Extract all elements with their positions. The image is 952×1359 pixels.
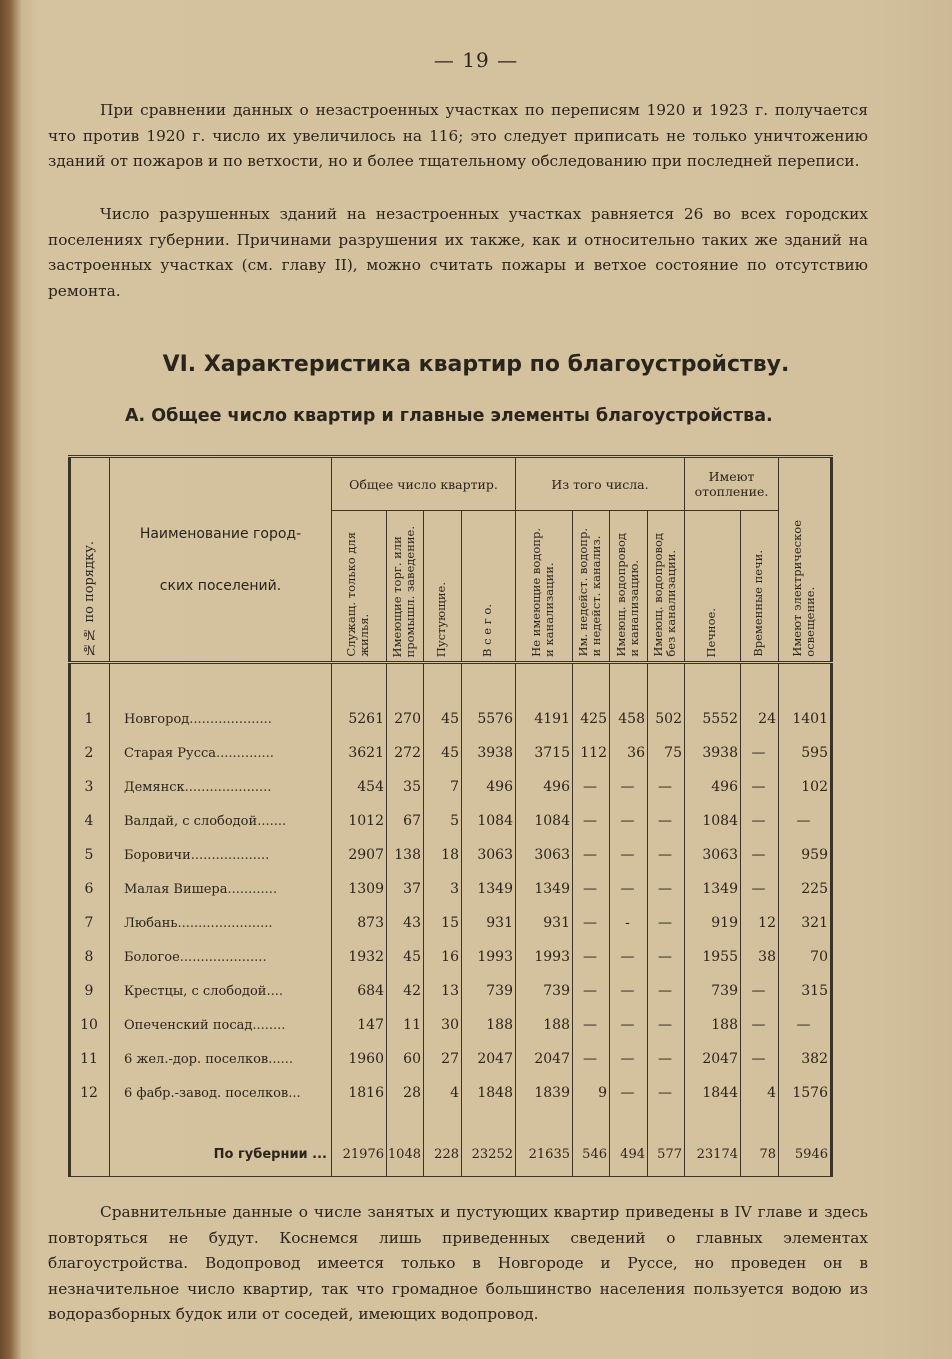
row-cell: — [648, 838, 685, 872]
row-cell: 18 [424, 838, 462, 872]
row-cell: — [648, 770, 685, 804]
row-cell: 3063 [462, 838, 516, 872]
row-cell: 684 [332, 974, 387, 1008]
row-cell: 1349 [516, 872, 573, 906]
row-cell: 496 [685, 770, 741, 804]
header-water-sewer-text: Имеющ. водопровод и канализацию. [613, 533, 641, 657]
row-cell: 321 [779, 906, 832, 940]
total-cell: 78 [741, 1132, 779, 1177]
row-cell: 425 [573, 702, 610, 736]
intro-paragraph-1-text: При сравнении данных о незастроенных участках по переписям 1920 и 1923 г. получается что против 1920 г. число их увеличилось на 116; это следует приписать не только уничтожению зданий от пожаров и по ветхости, но и более тщательному обследованию при последней переписи. [48, 101, 868, 170]
row-cell: 9 [573, 1076, 610, 1110]
row-name-text: Старая Русса [124, 745, 217, 761]
row-name-leader: ...... [268, 1051, 294, 1067]
table-row [70, 906, 832, 940]
row-cell: 1839 [516, 1076, 573, 1110]
row-cell: — [573, 1008, 610, 1042]
row-cell: — [573, 974, 610, 1008]
row-name [110, 906, 332, 940]
row-name-text: Опеченский посад [124, 1017, 253, 1033]
row-name [110, 702, 332, 736]
row-cell: 30 [424, 1008, 462, 1042]
row-cell: 45 [387, 940, 424, 974]
row-cell: 27 [424, 1042, 462, 1076]
row-cell: 15 [424, 906, 462, 940]
header-group-of-which: Из того числа. [516, 457, 685, 511]
row-index: 9 [70, 974, 110, 1008]
header-stove-text: Печное. [704, 607, 718, 657]
row-cell: 147 [332, 1008, 387, 1042]
total-label: По губернии ... [110, 1132, 332, 1177]
section-title: VI. Характеристика квартир по благоустройству. [162, 352, 790, 377]
header-electric-text: Имеют электрическое освещение. [789, 520, 817, 657]
row-index: 4 [70, 804, 110, 838]
row-cell: 1816 [332, 1076, 387, 1110]
row-cell: 1844 [685, 1076, 741, 1110]
header-temp-stove [741, 511, 779, 663]
total-index [70, 1132, 110, 1177]
table-row [70, 1076, 832, 1110]
row-cell: 1932 [332, 940, 387, 974]
row-cell: — [648, 940, 685, 974]
row-cell: 2047 [462, 1042, 516, 1076]
row-cell: 931 [462, 906, 516, 940]
header-total-text: В с е г о. [480, 604, 494, 657]
row-cell: 13 [424, 974, 462, 1008]
row-name-leader: .... [266, 983, 283, 999]
row-index: 7 [70, 906, 110, 940]
page-number: — 19 — [433, 48, 519, 72]
header-no-water [516, 511, 573, 663]
table-row [70, 770, 832, 804]
apartments-table [68, 455, 833, 1177]
row-name-text: 6 фабр.-завод. поселков [124, 1085, 289, 1101]
table-row [70, 872, 832, 906]
row-cell: 37 [387, 872, 424, 906]
row-cell: — [610, 804, 648, 838]
row-cell: — [779, 804, 832, 838]
row-cell: 67 [387, 804, 424, 838]
row-index: 1 [70, 702, 110, 736]
row-cell: - [610, 906, 648, 940]
subsection-title: А. Общее число квартир и главные элементы благоустройства. [125, 406, 773, 426]
row-cell: 496 [462, 770, 516, 804]
row-cell: 3938 [685, 736, 741, 770]
header-index-text: №№ по порядку. [81, 541, 97, 657]
row-index: 11 [70, 1042, 110, 1076]
row-cell: 35 [387, 770, 424, 804]
row-cell: 5261 [332, 702, 387, 736]
header-residential [332, 511, 387, 663]
row-cell: — [610, 872, 648, 906]
total-cell: 21635 [516, 1132, 573, 1177]
row-cell: — [741, 838, 779, 872]
row-cell: — [610, 1076, 648, 1110]
row-cell: 382 [779, 1042, 832, 1076]
row-cell: 1084 [462, 804, 516, 838]
row-name-leader: ....................... [177, 915, 273, 931]
row-name-text: Боровичи [124, 847, 191, 863]
row-cell: 1349 [462, 872, 516, 906]
row-cell: — [610, 974, 648, 1008]
row-cell: — [573, 804, 610, 838]
row-cell: 4191 [516, 702, 573, 736]
row-cell: 45 [424, 736, 462, 770]
header-water-sewer [610, 511, 648, 663]
row-name-leader: ........ [252, 1017, 286, 1033]
row-cell: 42 [387, 974, 424, 1008]
row-cell: — [648, 1076, 685, 1110]
row-cell: — [648, 872, 685, 906]
row-cell: — [610, 1008, 648, 1042]
row-cell: 2047 [685, 1042, 741, 1076]
header-residential-text: Служащ. только для жилья. [344, 532, 371, 657]
row-name-leader: .................... [189, 711, 272, 727]
header-name-line2: ских поселений. [159, 577, 282, 594]
row-cell: 12 [741, 906, 779, 940]
header-inactive [573, 511, 610, 663]
row-cell: 3 [424, 872, 462, 906]
row-cell: 272 [387, 736, 424, 770]
row-cell: 1955 [685, 940, 741, 974]
row-cell: 1084 [685, 804, 741, 838]
intro-paragraph-2 [48, 202, 868, 304]
total-cell: 494 [610, 1132, 648, 1177]
row-index: 5 [70, 838, 110, 872]
row-name-leader: ....... [257, 813, 287, 829]
row-cell: 7 [424, 770, 462, 804]
row-cell: 919 [685, 906, 741, 940]
row-cell: — [648, 906, 685, 940]
row-cell: 4 [741, 1076, 779, 1110]
total-cell: 23252 [462, 1132, 516, 1177]
row-cell: 112 [573, 736, 610, 770]
row-name [110, 1042, 332, 1076]
row-cell: — [741, 770, 779, 804]
row-name-leader: ............ [227, 881, 278, 897]
row-cell: 138 [387, 838, 424, 872]
row-cell: — [648, 974, 685, 1008]
row-cell: 3063 [685, 838, 741, 872]
row-cell: 11 [387, 1008, 424, 1042]
row-cell: 739 [685, 974, 741, 1008]
row-cell: — [648, 804, 685, 838]
table-spacer [70, 663, 832, 703]
row-cell: — [648, 1008, 685, 1042]
row-cell: 188 [516, 1008, 573, 1042]
row-name [110, 838, 332, 872]
table-row [70, 838, 832, 872]
table-total-row [70, 1132, 832, 1177]
row-name-text: Крестцы, с слободой [124, 983, 267, 999]
row-cell: 1576 [779, 1076, 832, 1110]
header-total [462, 511, 516, 663]
row-cell: 4 [424, 1076, 462, 1110]
row-cell: 188 [685, 1008, 741, 1042]
row-cell: 739 [516, 974, 573, 1008]
row-cell: — [741, 974, 779, 1008]
row-cell: 3715 [516, 736, 573, 770]
total-cell: 546 [573, 1132, 610, 1177]
row-cell: — [573, 770, 610, 804]
row-cell: — [741, 804, 779, 838]
row-cell: 315 [779, 974, 832, 1008]
row-cell: — [741, 736, 779, 770]
closing-paragraph-text: Сравнительные данные о числе занятых и пустующих квартир приведены в IV главе и здесь повторяться не будут. Коснемся лишь приведенных сведений о главных элементах благоустройства. Водопровод имеется только в Новгороде и Руссе, но проведен он в незначительное число квартир, так что громадное большинство населения пользуется водою из водоразборных будок или от соседей, имеющих водопровод. [48, 1203, 868, 1323]
header-water-no-sewer-text: Имеющ. водопровод без канализации. [651, 533, 678, 657]
row-cell: 502 [648, 702, 685, 736]
row-name-text: Валдай, с слободой [124, 813, 258, 829]
total-cell: 5946 [779, 1132, 832, 1177]
row-index: 10 [70, 1008, 110, 1042]
row-cell: 2907 [332, 838, 387, 872]
table-spacer-bottom [70, 1110, 832, 1132]
row-cell: 496 [516, 770, 573, 804]
row-cell: 1848 [462, 1076, 516, 1110]
row-cell: 5552 [685, 702, 741, 736]
table-row [70, 702, 832, 736]
row-cell: 1084 [516, 804, 573, 838]
row-index: 12 [70, 1076, 110, 1110]
row-cell: — [648, 1042, 685, 1076]
row-name [110, 974, 332, 1008]
row-cell: — [573, 906, 610, 940]
table-row [70, 1042, 832, 1076]
row-cell: 188 [462, 1008, 516, 1042]
row-cell: 873 [332, 906, 387, 940]
row-name [110, 1008, 332, 1042]
row-cell: — [779, 1008, 832, 1042]
row-cell: — [573, 940, 610, 974]
header-electric [779, 457, 832, 663]
row-index: 3 [70, 770, 110, 804]
row-index: 6 [70, 872, 110, 906]
row-cell: 931 [516, 906, 573, 940]
header-trade-text: Имеющие торг. или промышл. заведение. [390, 525, 417, 657]
table-row [70, 940, 832, 974]
header-group-heating-text: Имеют отопление. [694, 469, 769, 499]
row-cell: — [573, 1042, 610, 1076]
header-water-no-sewer [648, 511, 685, 663]
row-cell: 24 [741, 702, 779, 736]
row-cell: — [610, 770, 648, 804]
header-empty-text: Пустующие. [434, 581, 448, 657]
row-cell: 60 [387, 1042, 424, 1076]
row-cell: 102 [779, 770, 832, 804]
row-name-text: Демянск [124, 779, 185, 795]
row-cell: 270 [387, 702, 424, 736]
row-index: 2 [70, 736, 110, 770]
row-name-text: Малая Вишера [124, 881, 228, 897]
row-name-leader: ................... [190, 847, 270, 863]
row-cell: — [741, 1008, 779, 1042]
row-cell: 454 [332, 770, 387, 804]
row-index: 8 [70, 940, 110, 974]
table-body [70, 663, 832, 1177]
row-name-leader: ..................... [179, 949, 267, 965]
row-name-leader: ... [288, 1085, 301, 1101]
row-cell: 1993 [462, 940, 516, 974]
header-name-line1: Наименование город- [139, 525, 302, 542]
intro-paragraph-2-text: Число разрушенных зданий на незастроенных участках равняется 26 во всех городских поселениях губернии. Причинами разрушения их также, как и относительно таких же зданий на застроенных участках (см. главу II), можно считать пожары и ветхое состояние по отсутствию ремонта. [48, 205, 868, 300]
header-no-water-text: Не имеющие водопр. и канализации. [529, 528, 556, 657]
header-temp-stove-text: Временные печи. [751, 550, 765, 657]
header-name [110, 457, 332, 663]
table-row [70, 804, 832, 838]
header-stove [685, 511, 741, 663]
row-name [110, 1076, 332, 1110]
row-cell: 3938 [462, 736, 516, 770]
row-cell: 1401 [779, 702, 832, 736]
row-cell: 739 [462, 974, 516, 1008]
row-name [110, 872, 332, 906]
row-cell: 1960 [332, 1042, 387, 1076]
total-cell: 23174 [685, 1132, 741, 1177]
row-name-text: Бологое [124, 949, 180, 965]
row-cell: 595 [779, 736, 832, 770]
row-name-text: Новгород [124, 711, 190, 727]
row-cell: 458 [610, 702, 648, 736]
row-cell: — [573, 838, 610, 872]
total-cell: 228 [424, 1132, 462, 1177]
table-row [70, 1008, 832, 1042]
row-cell: 5 [424, 804, 462, 838]
header-trade [387, 511, 424, 663]
row-cell: 225 [779, 872, 832, 906]
row-cell: 959 [779, 838, 832, 872]
row-cell: 36 [610, 736, 648, 770]
row-cell: 16 [424, 940, 462, 974]
row-name-text: 6 жел.-дор. поселков [124, 1051, 269, 1067]
row-cell: 38 [741, 940, 779, 974]
row-cell: 1993 [516, 940, 573, 974]
row-name [110, 770, 332, 804]
row-name [110, 804, 332, 838]
row-cell: 1012 [332, 804, 387, 838]
row-name [110, 736, 332, 770]
row-name-leader: ..................... [184, 779, 272, 795]
row-cell: 75 [648, 736, 685, 770]
row-cell: — [610, 940, 648, 974]
total-cell: 1048 [387, 1132, 424, 1177]
row-cell: 70 [779, 940, 832, 974]
closing-paragraph [48, 1200, 868, 1328]
header-empty [424, 511, 462, 663]
row-cell: — [741, 1042, 779, 1076]
row-cell: 28 [387, 1076, 424, 1110]
header-group-total: Общее число квартир. [332, 457, 516, 511]
row-name [110, 940, 332, 974]
row-cell: — [573, 872, 610, 906]
total-cell: 21976 [332, 1132, 387, 1177]
total-cell: 577 [648, 1132, 685, 1177]
row-cell: — [610, 1042, 648, 1076]
row-cell: 1309 [332, 872, 387, 906]
row-cell: 45 [424, 702, 462, 736]
intro-paragraph-1 [48, 98, 868, 175]
row-cell: 5576 [462, 702, 516, 736]
row-cell: 1349 [685, 872, 741, 906]
header-inactive-text: Им. недейст. водопр. и недейст. канализ. [576, 528, 603, 657]
row-cell: 3063 [516, 838, 573, 872]
row-cell: — [610, 838, 648, 872]
table-row [70, 736, 832, 770]
row-name-leader: .............. [216, 745, 274, 761]
header-index [70, 457, 110, 663]
table-row [70, 974, 832, 1008]
row-cell: 43 [387, 906, 424, 940]
row-cell: 2047 [516, 1042, 573, 1076]
row-cell: 3621 [332, 736, 387, 770]
header-group-heating [685, 457, 779, 511]
row-cell: — [741, 872, 779, 906]
row-name-text: Любань [124, 915, 178, 931]
